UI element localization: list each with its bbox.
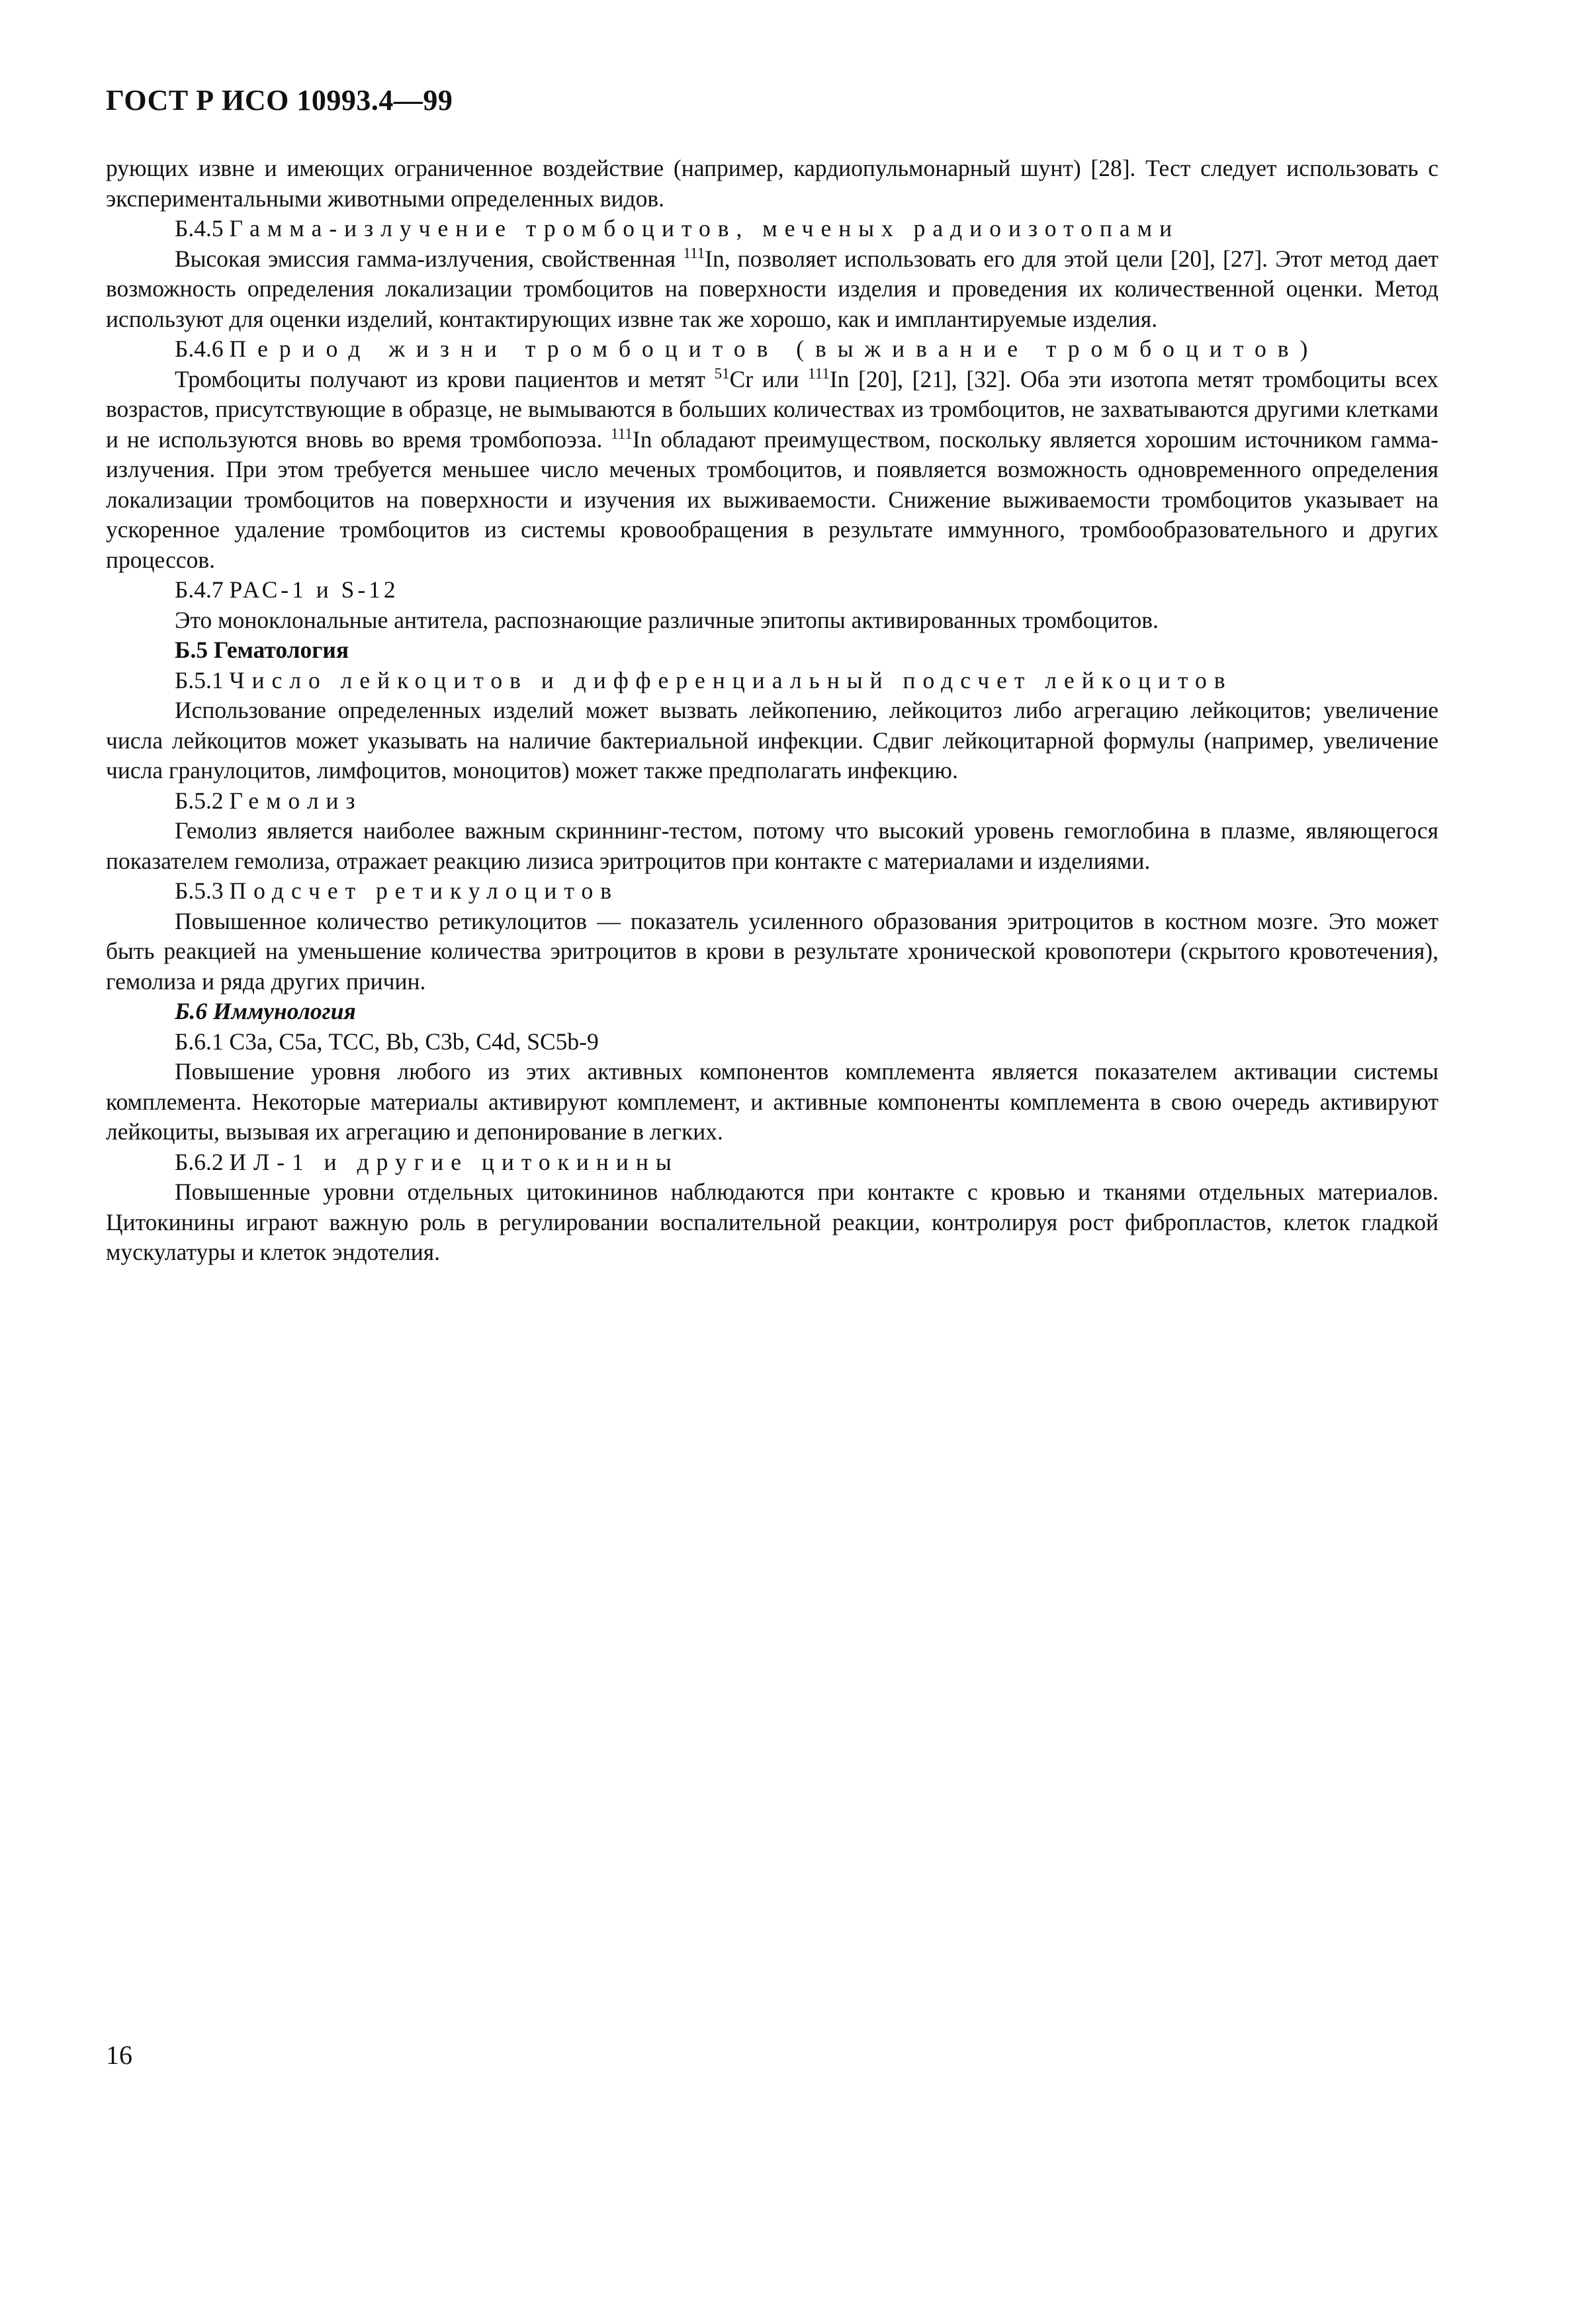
text-run: Cr или bbox=[729, 365, 809, 392]
section-heading-b61 bbox=[106, 1027, 1438, 1057]
paragraph: Повышенные уровни отдельных цитокининов наблюдаются при контакте с кровью и тканями отдельных материалов. Цитокинины играют важную роль в регулировании воспалительной реакции, контролируя рост фибропластов, клеток гладкой мускулатуры и клеток эндотелия. bbox=[106, 1179, 1438, 1265]
section-number: Б.6.2 bbox=[175, 1148, 230, 1175]
text-run: Высокая эмиссия гамма-излучения, свойственная bbox=[175, 245, 684, 272]
document-code: ГОСТ Р ИСО 10993.4—99 bbox=[106, 84, 453, 116]
text-run: In [20], [21], [32]. Оба эти изотопа метят тромбоциты всех возрастов, присутствующие в образце, не вымываются в больших количествах из тромбоцитов, не захватываются другими клетками и не используются вновь во время тромбопоэза. bbox=[106, 365, 1439, 453]
section-number: Б.4.7 bbox=[175, 576, 230, 603]
section-title: Период жизни тромбоцитов (выживание тромбоцитов) bbox=[229, 335, 1319, 362]
section-title: Подсчет ретикулоцитов bbox=[229, 877, 619, 904]
section-heading-b45 bbox=[106, 214, 1438, 244]
paragraph: Это моноклональные антитела, распознающие различные эпитопы активированных тромбоцитов. bbox=[175, 606, 1159, 633]
section-title: С3а, С5а, ТСС, Вb, С3b, С4d, SC5b-9 bbox=[229, 1028, 599, 1055]
section-heading-b6: Б.6 Иммунология bbox=[175, 998, 356, 1024]
page-number: 16 bbox=[106, 2040, 132, 2070]
section-number: Б.4.5 bbox=[175, 215, 230, 242]
isotope-superscript: 111 bbox=[611, 425, 633, 442]
section-title: РАС-1 и S-12 bbox=[229, 576, 399, 603]
text-run: In, позволяет использовать его для этой цели [20], [27]. Этот метод дает возможность определения локализации тромбоцитов на поверхности изделия и проведения их количественной оценки. Метод используют для оценки изделий, контактирующих извне так же хорошо, как и имплантируемые изделия. bbox=[106, 245, 1438, 332]
section-heading-b52 bbox=[106, 786, 1438, 817]
section-number: Б.5.3 bbox=[175, 877, 230, 904]
paragraph bbox=[106, 244, 1438, 335]
section-heading-b51 bbox=[106, 666, 1438, 696]
text-run: Тромбоциты получают из крови пациентов и метят bbox=[175, 365, 715, 392]
isotope-superscript: 51 bbox=[714, 365, 730, 382]
section-title: ИЛ-1 и другие цитокинины bbox=[229, 1148, 679, 1175]
section-number: Б.6.1 bbox=[175, 1028, 230, 1055]
section-heading-b46 bbox=[106, 334, 1438, 365]
paragraph bbox=[106, 365, 1438, 576]
section-heading-b47 bbox=[106, 575, 1438, 605]
isotope-superscript: 111 bbox=[808, 365, 830, 382]
section-heading-b5: Б.5 Гематология bbox=[175, 637, 349, 663]
section-number: Б.5.2 bbox=[175, 787, 230, 814]
section-title: Гамма-излучение тромбоцитов, меченых радиоизотопами bbox=[229, 215, 1180, 242]
section-title: Гемолиз bbox=[229, 787, 363, 814]
paragraph: рующих извне и имеющих ограниченное воздействие (например, кардиопульмонарный шунт) [28]. Тест следует использовать с экспериментальными животными определенных видов. bbox=[106, 155, 1438, 212]
section-number: Б.5.1 bbox=[175, 666, 230, 693]
paragraph: Повышенное количество ретикулоцитов — показатель усиленного образования эритроцитов в костном мозге. Это может быть реакцией на уменьшение количества эритроцитов в крови в результате хронической кровопотери (скрытого кровотечения), гемолиза и ряда других причин. bbox=[106, 907, 1438, 995]
page-body bbox=[106, 154, 1438, 1268]
paragraph: Повышение уровня любого из этих активных компонентов комплемента является показателем активации системы комплемента. Некоторые материалы активируют комплемент, и активные компоненты комплемента в свою очередь активируют лейкоциты, вызывая их агрегацию и депонирование в легких. bbox=[106, 1058, 1438, 1145]
isotope-superscript: 111 bbox=[683, 244, 705, 261]
paragraph: Использование определенных изделий может вызвать лейкопению, лейкоцитоз либо агрегацию лейкоцитов; увеличение числа лейкоцитов может указывать на наличие бактериальной инфекции. Сдвиг лейкоцитарной формулы (например, увеличение числа гранулоцитов, лимфоцитов, моноцитов) может также предполагать инфекцию. bbox=[106, 697, 1438, 783]
section-number: Б.4.6 bbox=[175, 335, 230, 362]
section-heading-b53 bbox=[106, 876, 1438, 907]
section-heading-b62 bbox=[106, 1147, 1438, 1178]
section-title: Число лейкоцитов и дифференциальный подсчет лейкоцитов bbox=[229, 666, 1233, 693]
text-run: In обладают преимуществом, поскольку является хорошим источником гамма-излучения. При этом требуется меньшее число меченых тромбоцитов, и появляется возможность одновременного определения локализации тромбоцитов на поверхности и изучения их выживаемости. Снижение выживаемости тромбоцитов указывает на ускоренное удаление тромбоцитов из системы кровообращения в результате иммунного, тромбообразовательного и других процессов. bbox=[106, 425, 1438, 573]
paragraph: Гемолиз является наиболее важным скриннинг-тестом, потому что высокий уровень гемоглобина в плазме, являющегося показателем гемолиза, отражает реакцию лизиса эритроцитов при контакте с материалами и изделиями. bbox=[106, 817, 1438, 874]
